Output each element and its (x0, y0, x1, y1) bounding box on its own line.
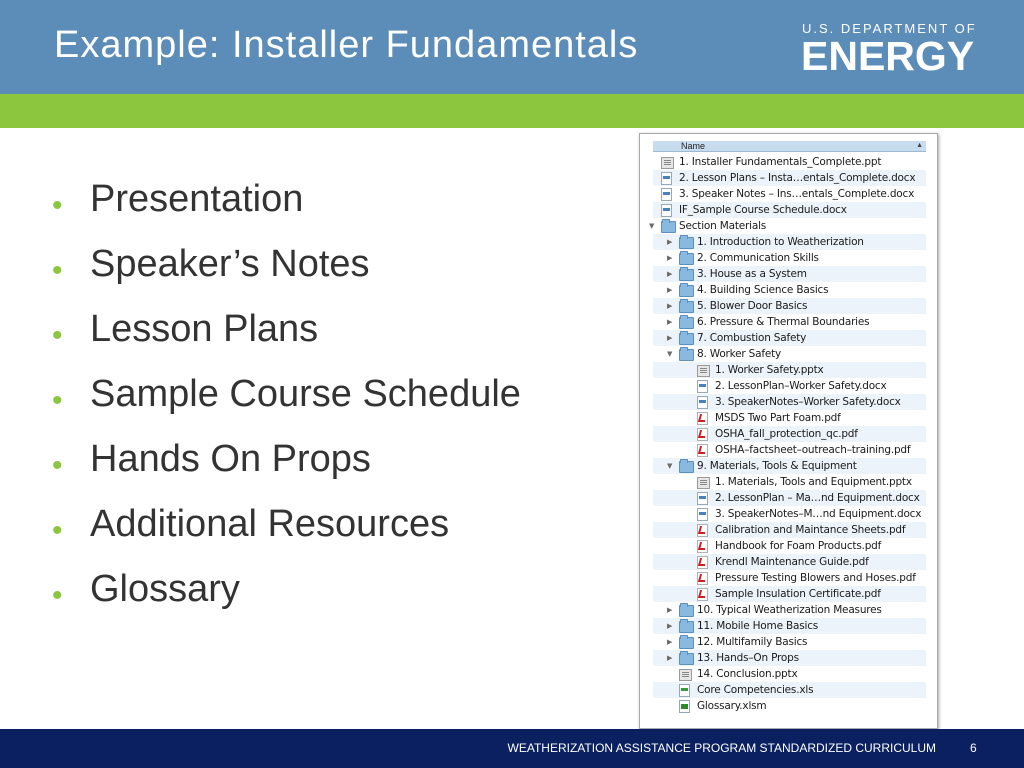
folder-icon (661, 221, 676, 233)
bullet-item: • Glossary (52, 568, 240, 612)
folder-row[interactable] (649, 218, 926, 234)
item-name: Pressure Testing Blowers and Hoses.pdf (715, 572, 916, 584)
item-name: 7. Combustion Safety (697, 332, 807, 344)
file-row[interactable] (653, 490, 926, 506)
item-name: 3. SpeakerNotes–M…nd Equipment.docx (715, 508, 922, 520)
sort-ascending-icon: ▲ (916, 142, 923, 149)
bullet-dot-icon: • (52, 189, 63, 222)
folder-icon (679, 349, 694, 361)
item-name: OSHA–factsheet–outreach–training.pdf (715, 444, 911, 456)
disclosure-closed-icon[interactable]: ▶ (667, 302, 673, 310)
file-row[interactable] (653, 202, 926, 218)
disclosure-closed-icon[interactable]: ▶ (667, 622, 673, 630)
word-document-icon (661, 188, 672, 201)
file-row[interactable] (653, 154, 926, 170)
pdf-file-icon (697, 588, 708, 601)
name-column-header[interactable] (653, 141, 926, 152)
file-row[interactable] (653, 698, 926, 714)
folder-icon (679, 333, 694, 345)
item-name: 4. Building Science Basics (697, 284, 829, 296)
doe-logo-wordmark: ENERGY (801, 33, 975, 79)
disclosure-closed-icon[interactable]: ▶ (667, 254, 673, 262)
header-bar (0, 0, 1024, 94)
folder-icon (679, 269, 694, 281)
disclosure-closed-icon[interactable]: ▶ (667, 334, 673, 342)
item-name: 2. LessonPlan – Ma…nd Equipment.docx (715, 492, 920, 504)
disclosure-closed-icon[interactable]: ▶ (667, 638, 673, 646)
item-name: Glossary.xlsm (697, 700, 767, 712)
item-name: Handbook for Foam Products.pdf (715, 540, 882, 552)
file-row[interactable] (653, 682, 926, 698)
disclosure-closed-icon[interactable]: ▶ (667, 318, 673, 326)
presentation-file-icon (697, 365, 710, 377)
file-list (649, 154, 926, 714)
word-document-icon (697, 492, 708, 505)
item-name: Section Materials (679, 220, 767, 232)
item-name: 10. Typical Weatherization Measures (697, 604, 882, 616)
file-row[interactable] (653, 442, 926, 458)
finder-window-screenshot (639, 133, 938, 729)
item-name: OSHA_fall_protection_qc.pdf (715, 428, 858, 440)
slide-title: Example: Installer Fundamentals (54, 24, 639, 66)
disclosure-closed-icon[interactable]: ▶ (667, 606, 673, 614)
bullet-dot-icon: • (52, 384, 63, 417)
file-row[interactable] (653, 522, 926, 538)
bullet-item: • Speaker’s Notes (52, 243, 370, 287)
bullet-dot-icon: • (52, 449, 63, 482)
file-row[interactable] (653, 586, 926, 602)
file-row[interactable] (653, 426, 926, 442)
bullet-item: • Additional Resources (52, 503, 450, 547)
folder-icon (679, 301, 694, 313)
disclosure-closed-icon[interactable]: ▶ (667, 270, 673, 278)
folder-row[interactable] (653, 458, 926, 474)
disclosure-closed-icon[interactable]: ▶ (667, 238, 673, 246)
presentation-file-icon (661, 157, 674, 169)
disclosure-open-icon[interactable]: ▼ (667, 462, 673, 470)
footer-bar (0, 729, 1024, 768)
file-row[interactable] (653, 362, 926, 378)
item-name: 2. Lesson Plans – Insta…entals_Complete.docx (679, 172, 916, 184)
item-name: Krendl Maintenance Guide.pdf (715, 556, 869, 568)
file-row[interactable] (653, 506, 926, 522)
disclosure-closed-icon[interactable]: ▶ (667, 654, 673, 662)
folder-row[interactable] (653, 250, 926, 266)
word-document-icon (697, 396, 708, 409)
file-row[interactable] (653, 410, 926, 426)
bullet-item: • Sample Course Schedule (52, 373, 521, 417)
bullet-dot-icon: • (52, 514, 63, 547)
bullet-item: • Presentation (52, 178, 304, 222)
item-name: Sample Insulation Certificate.pdf (715, 588, 881, 600)
file-row[interactable] (653, 186, 926, 202)
presentation-file-icon (697, 477, 710, 489)
word-document-icon (661, 172, 672, 185)
folder-icon (679, 653, 694, 665)
bullet-item: • Hands On Props (52, 438, 371, 482)
folder-row[interactable] (653, 650, 926, 666)
item-name: Core Competencies.xls (697, 684, 814, 696)
folder-row[interactable] (653, 314, 926, 330)
pdf-file-icon (697, 540, 708, 553)
folder-row[interactable] (653, 618, 926, 634)
item-name: 1. Installer Fundamentals_Complete.ppt (679, 156, 882, 168)
folder-row[interactable] (653, 282, 926, 298)
word-document-icon (661, 204, 672, 217)
disclosure-open-icon[interactable]: ▼ (667, 350, 673, 358)
spreadsheet-file-icon (679, 684, 690, 697)
word-document-icon (697, 380, 708, 393)
item-name: 9. Materials, Tools & Equipment (697, 460, 857, 472)
file-row[interactable] (653, 474, 926, 490)
item-name: 8. Worker Safety (697, 348, 782, 360)
footer-title: WEATHERIZATION ASSISTANCE PROGRAM STANDARDIZED CURRICULUM (507, 741, 936, 755)
folder-icon (679, 317, 694, 329)
disclosure-closed-icon[interactable]: ▶ (667, 286, 673, 294)
folder-row[interactable] (653, 330, 926, 346)
file-row[interactable] (653, 538, 926, 554)
file-row[interactable] (653, 378, 926, 394)
file-row[interactable] (653, 394, 926, 410)
item-name: 2. LessonPlan–Worker Safety.docx (715, 380, 887, 392)
macro-spreadsheet-file-icon (679, 700, 690, 713)
disclosure-open-icon[interactable]: ▼ (649, 222, 655, 230)
folder-icon (679, 605, 694, 617)
item-name: 11. Mobile Home Basics (697, 620, 819, 632)
file-row[interactable] (653, 570, 926, 586)
presentation-file-icon (679, 669, 692, 681)
folder-icon (679, 285, 694, 297)
item-name: 12. Multifamily Basics (697, 636, 808, 648)
bullet-dot-icon: • (52, 254, 63, 287)
folder-icon (679, 621, 694, 633)
pdf-file-icon (697, 524, 708, 537)
bullet-item: • Lesson Plans (52, 308, 319, 352)
folder-icon (679, 461, 694, 473)
folder-row[interactable] (653, 346, 926, 362)
pdf-file-icon (697, 412, 708, 425)
folder-icon (679, 237, 694, 249)
item-name: 3. House as a System (697, 268, 807, 280)
pdf-file-icon (697, 556, 708, 569)
item-name: 3. SpeakerNotes–Worker Safety.docx (715, 396, 901, 408)
item-name: 1. Introduction to Weatherization (697, 236, 864, 248)
item-name: 13. Hands–On Props (697, 652, 799, 664)
item-name: 1. Materials, Tools and Equipment.pptx (715, 476, 912, 488)
bullet-dot-icon: • (52, 579, 63, 612)
bullet-dot-icon: • (52, 319, 63, 352)
file-row[interactable] (653, 554, 926, 570)
item-name: 1. Worker Safety.pptx (715, 364, 824, 376)
folder-icon (679, 637, 694, 649)
folder-row[interactable] (653, 234, 926, 250)
item-name: Calibration and Maintance Sheets.pdf (715, 524, 906, 536)
doe-logo-subtitle: U.S. DEPARTMENT OF (802, 21, 977, 36)
page-number: 6 (970, 741, 977, 755)
item-name: 5. Blower Door Basics (697, 300, 808, 312)
file-row[interactable] (653, 170, 926, 186)
column-header-label: Name (681, 141, 706, 151)
folder-row[interactable] (653, 634, 926, 650)
item-name: IF_Sample Course Schedule.docx (679, 204, 847, 216)
folder-row[interactable] (653, 266, 926, 282)
word-document-icon (697, 508, 708, 521)
pdf-file-icon (697, 428, 708, 441)
item-name: 2. Communication Skills (697, 252, 819, 264)
item-name: MSDS Two Part Foam.pdf (715, 412, 841, 424)
bullet-list (52, 178, 521, 633)
item-name: 14. Conclusion.pptx (697, 668, 798, 680)
folder-row[interactable] (653, 298, 926, 314)
item-name: 3. Speaker Notes – Ins…entals_Complete.docx (679, 188, 915, 200)
file-row[interactable] (653, 666, 926, 682)
pdf-file-icon (697, 572, 708, 585)
folder-icon (679, 253, 694, 265)
folder-row[interactable] (653, 602, 926, 618)
item-name: 6. Pressure & Thermal Boundaries (697, 316, 870, 328)
accent-band (0, 94, 1024, 128)
pdf-file-icon (697, 444, 708, 457)
